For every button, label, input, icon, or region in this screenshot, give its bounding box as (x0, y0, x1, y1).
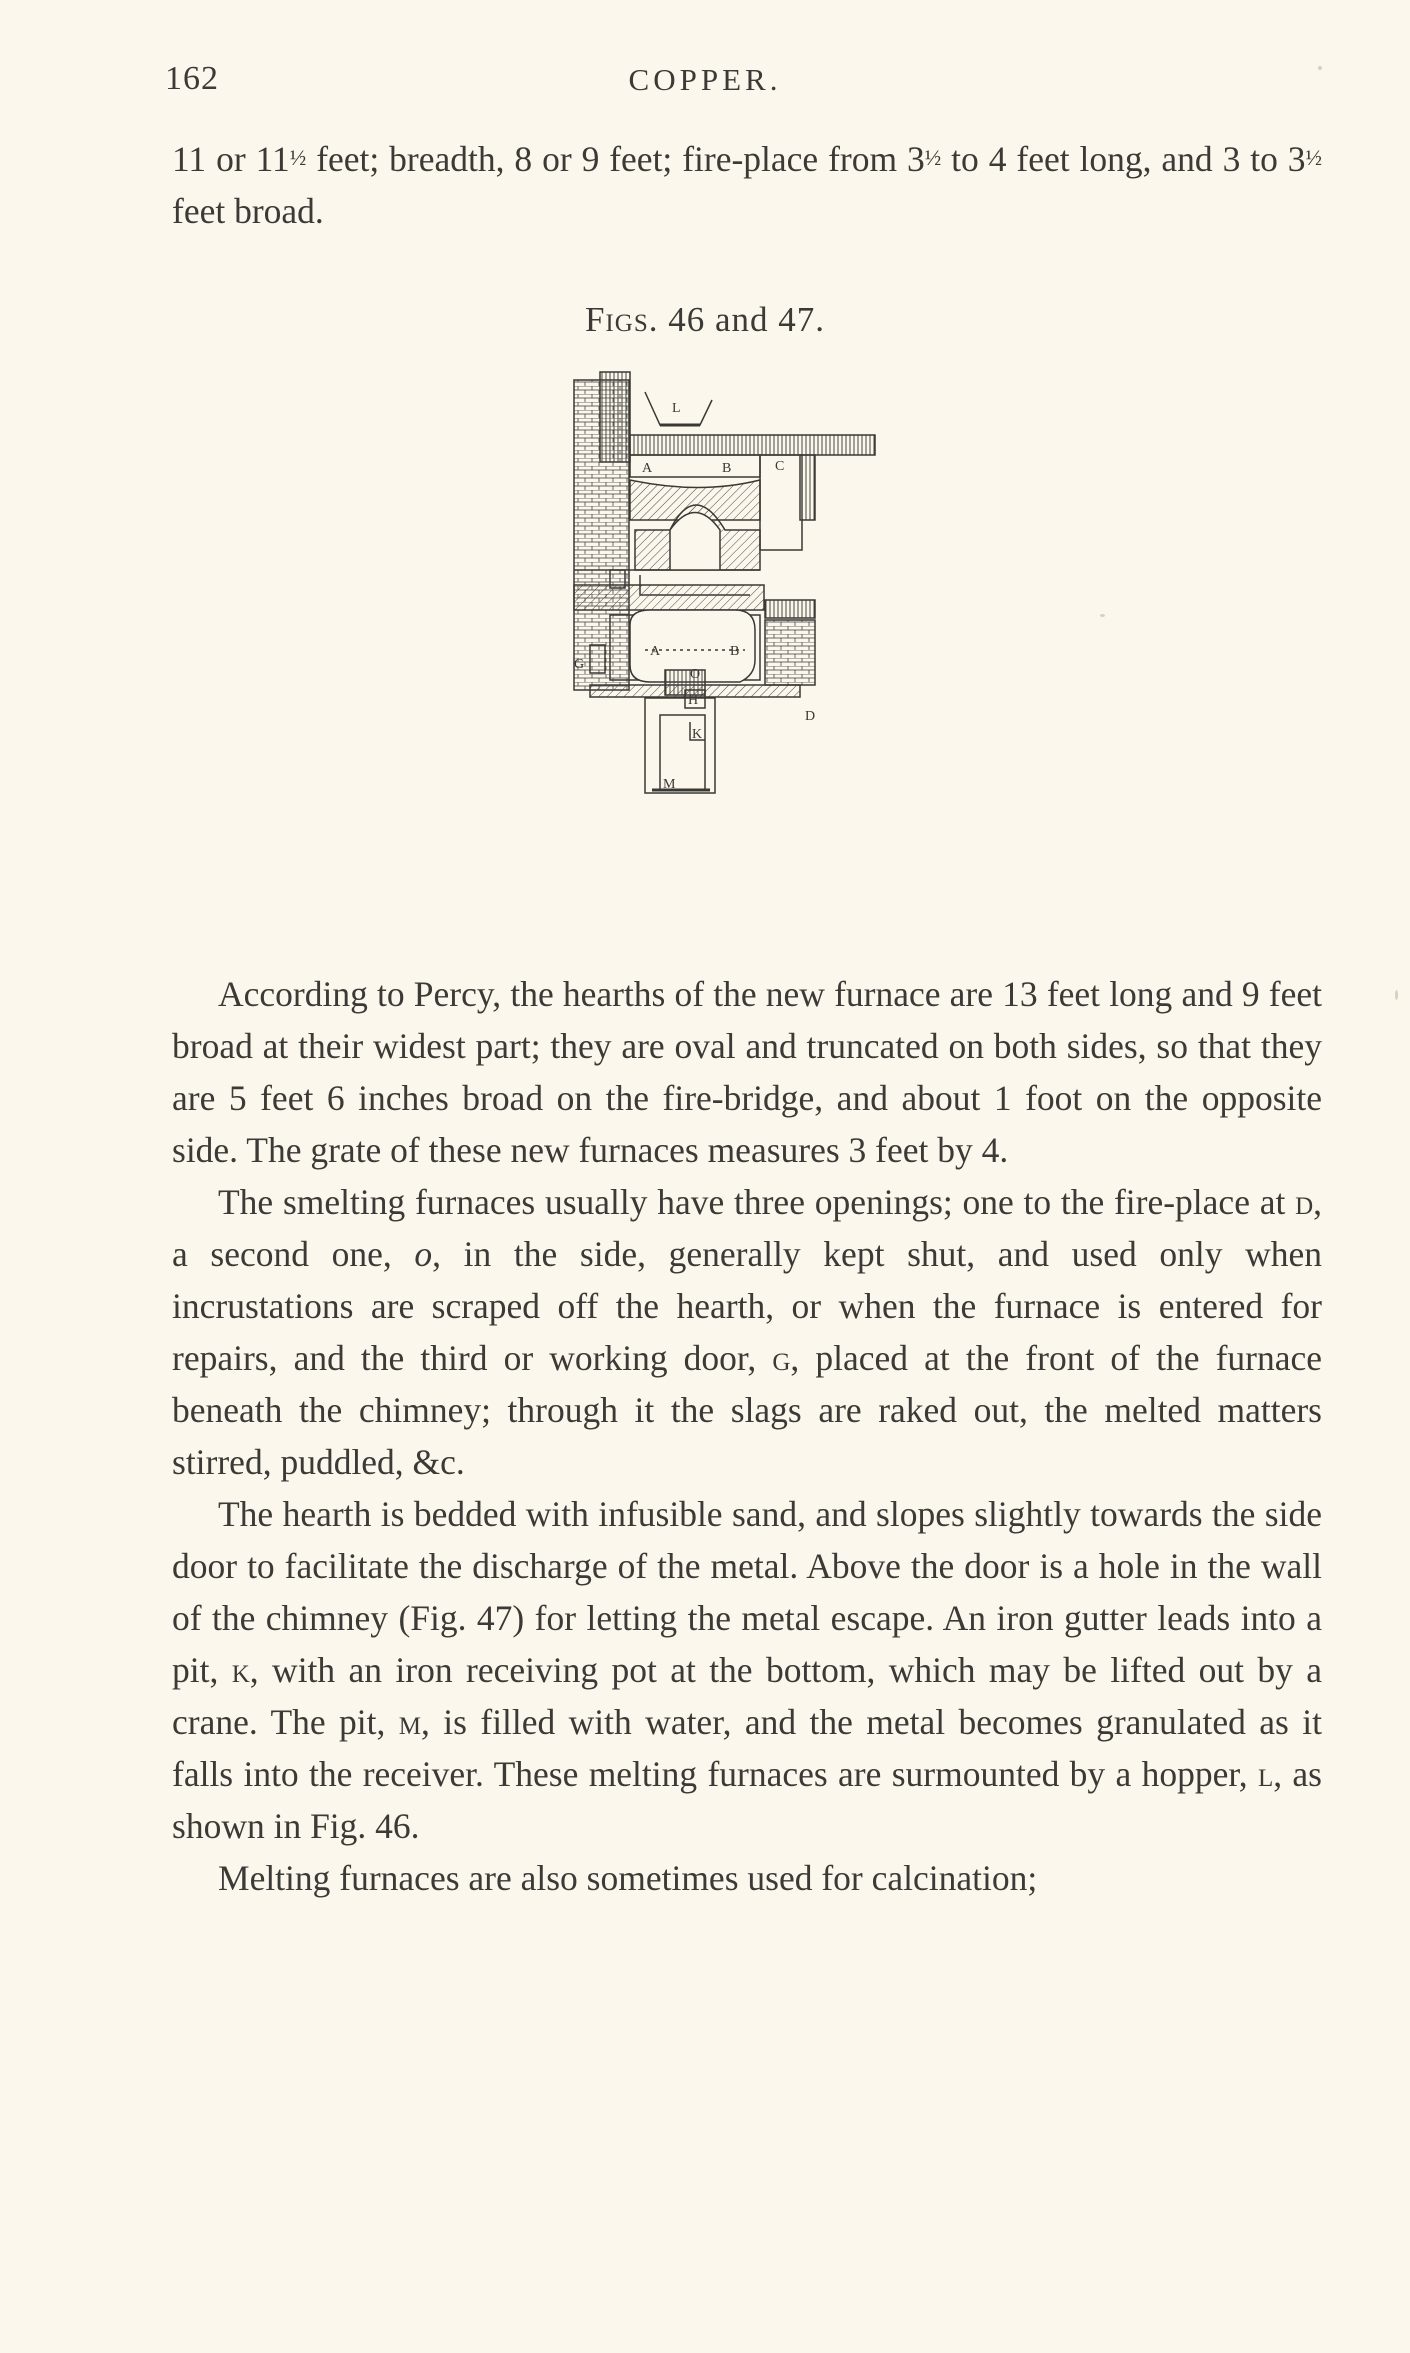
paragraph-calcination: Melting furnaces are also sometimes used for calcination; (218, 1858, 1038, 1898)
paragraph-openings: The smelting furnaces usually have three openings; one to the fire-place at d, a second one, o, in the side, generally kept shut, and used only when incrustations are scraped off the hearth, or when the furnace is entered for repairs, and the third or working door, g, placed at the front of the furnace beneath the chimney; through it the slags are raked out, the melted matters stirred, puddled, &c. (172, 1182, 1323, 1482)
page-speck (1100, 614, 1105, 617)
page-speck (1395, 990, 1398, 1000)
label-A-bottom: A (650, 644, 661, 659)
paragraph-hearth: The hearth is bedded with infusible sand, and slopes slightly towards the side door to facilitate the discharge of the metal. Above the door is a hole in the wall of the chimney (Fig. 47) for letting the metal escape. An iron gutter leads into a pit, k, with an iron receiving pot at the bottom, which may be lifted out by a crane. The pit, m, is filled with water, and the metal becomes granulated as it falls into the receiver. These melting furnaces are surmounted by a hopper, l, as shown in Fig. 46. (172, 1494, 1322, 1846)
label-L: L (672, 401, 681, 416)
label-B-top: B (722, 461, 732, 476)
continued-paragraph: 11 or 11½ feet; breadth, 8 or 9 feet; fire-place from 3½ to 4 feet long, and 3 to 3½ feet broad. (172, 139, 1323, 231)
page-number: 162 (165, 60, 219, 97)
label-G: G (574, 657, 585, 672)
label-M: M (663, 777, 676, 792)
figure-caption: Figs. 46 and 47. (584, 300, 826, 339)
label-K: K (692, 727, 703, 742)
label-A-top: A (642, 461, 653, 476)
label-H: H (688, 693, 699, 708)
label-C: C (775, 459, 785, 474)
paragraph-percy: According to Percy, the hearths of the new furnace are 13 feet long and 9 feet broad at their widest part; they are oval and truncated on both sides, so that they are 5 feet 6 inches broad on the fire-bridge, and about 1 foot on the opposite side. The grate of these new furnaces measures 3 feet by 4. (172, 974, 1322, 1170)
running-title: COPPER. (628, 62, 782, 97)
page-speck (1318, 66, 1322, 70)
body-text (172, 968, 1322, 1904)
label-D: D (805, 709, 816, 724)
label-O: O (690, 667, 701, 682)
label-B-bottom: B (730, 644, 740, 659)
furnace-diagram (560, 370, 930, 940)
